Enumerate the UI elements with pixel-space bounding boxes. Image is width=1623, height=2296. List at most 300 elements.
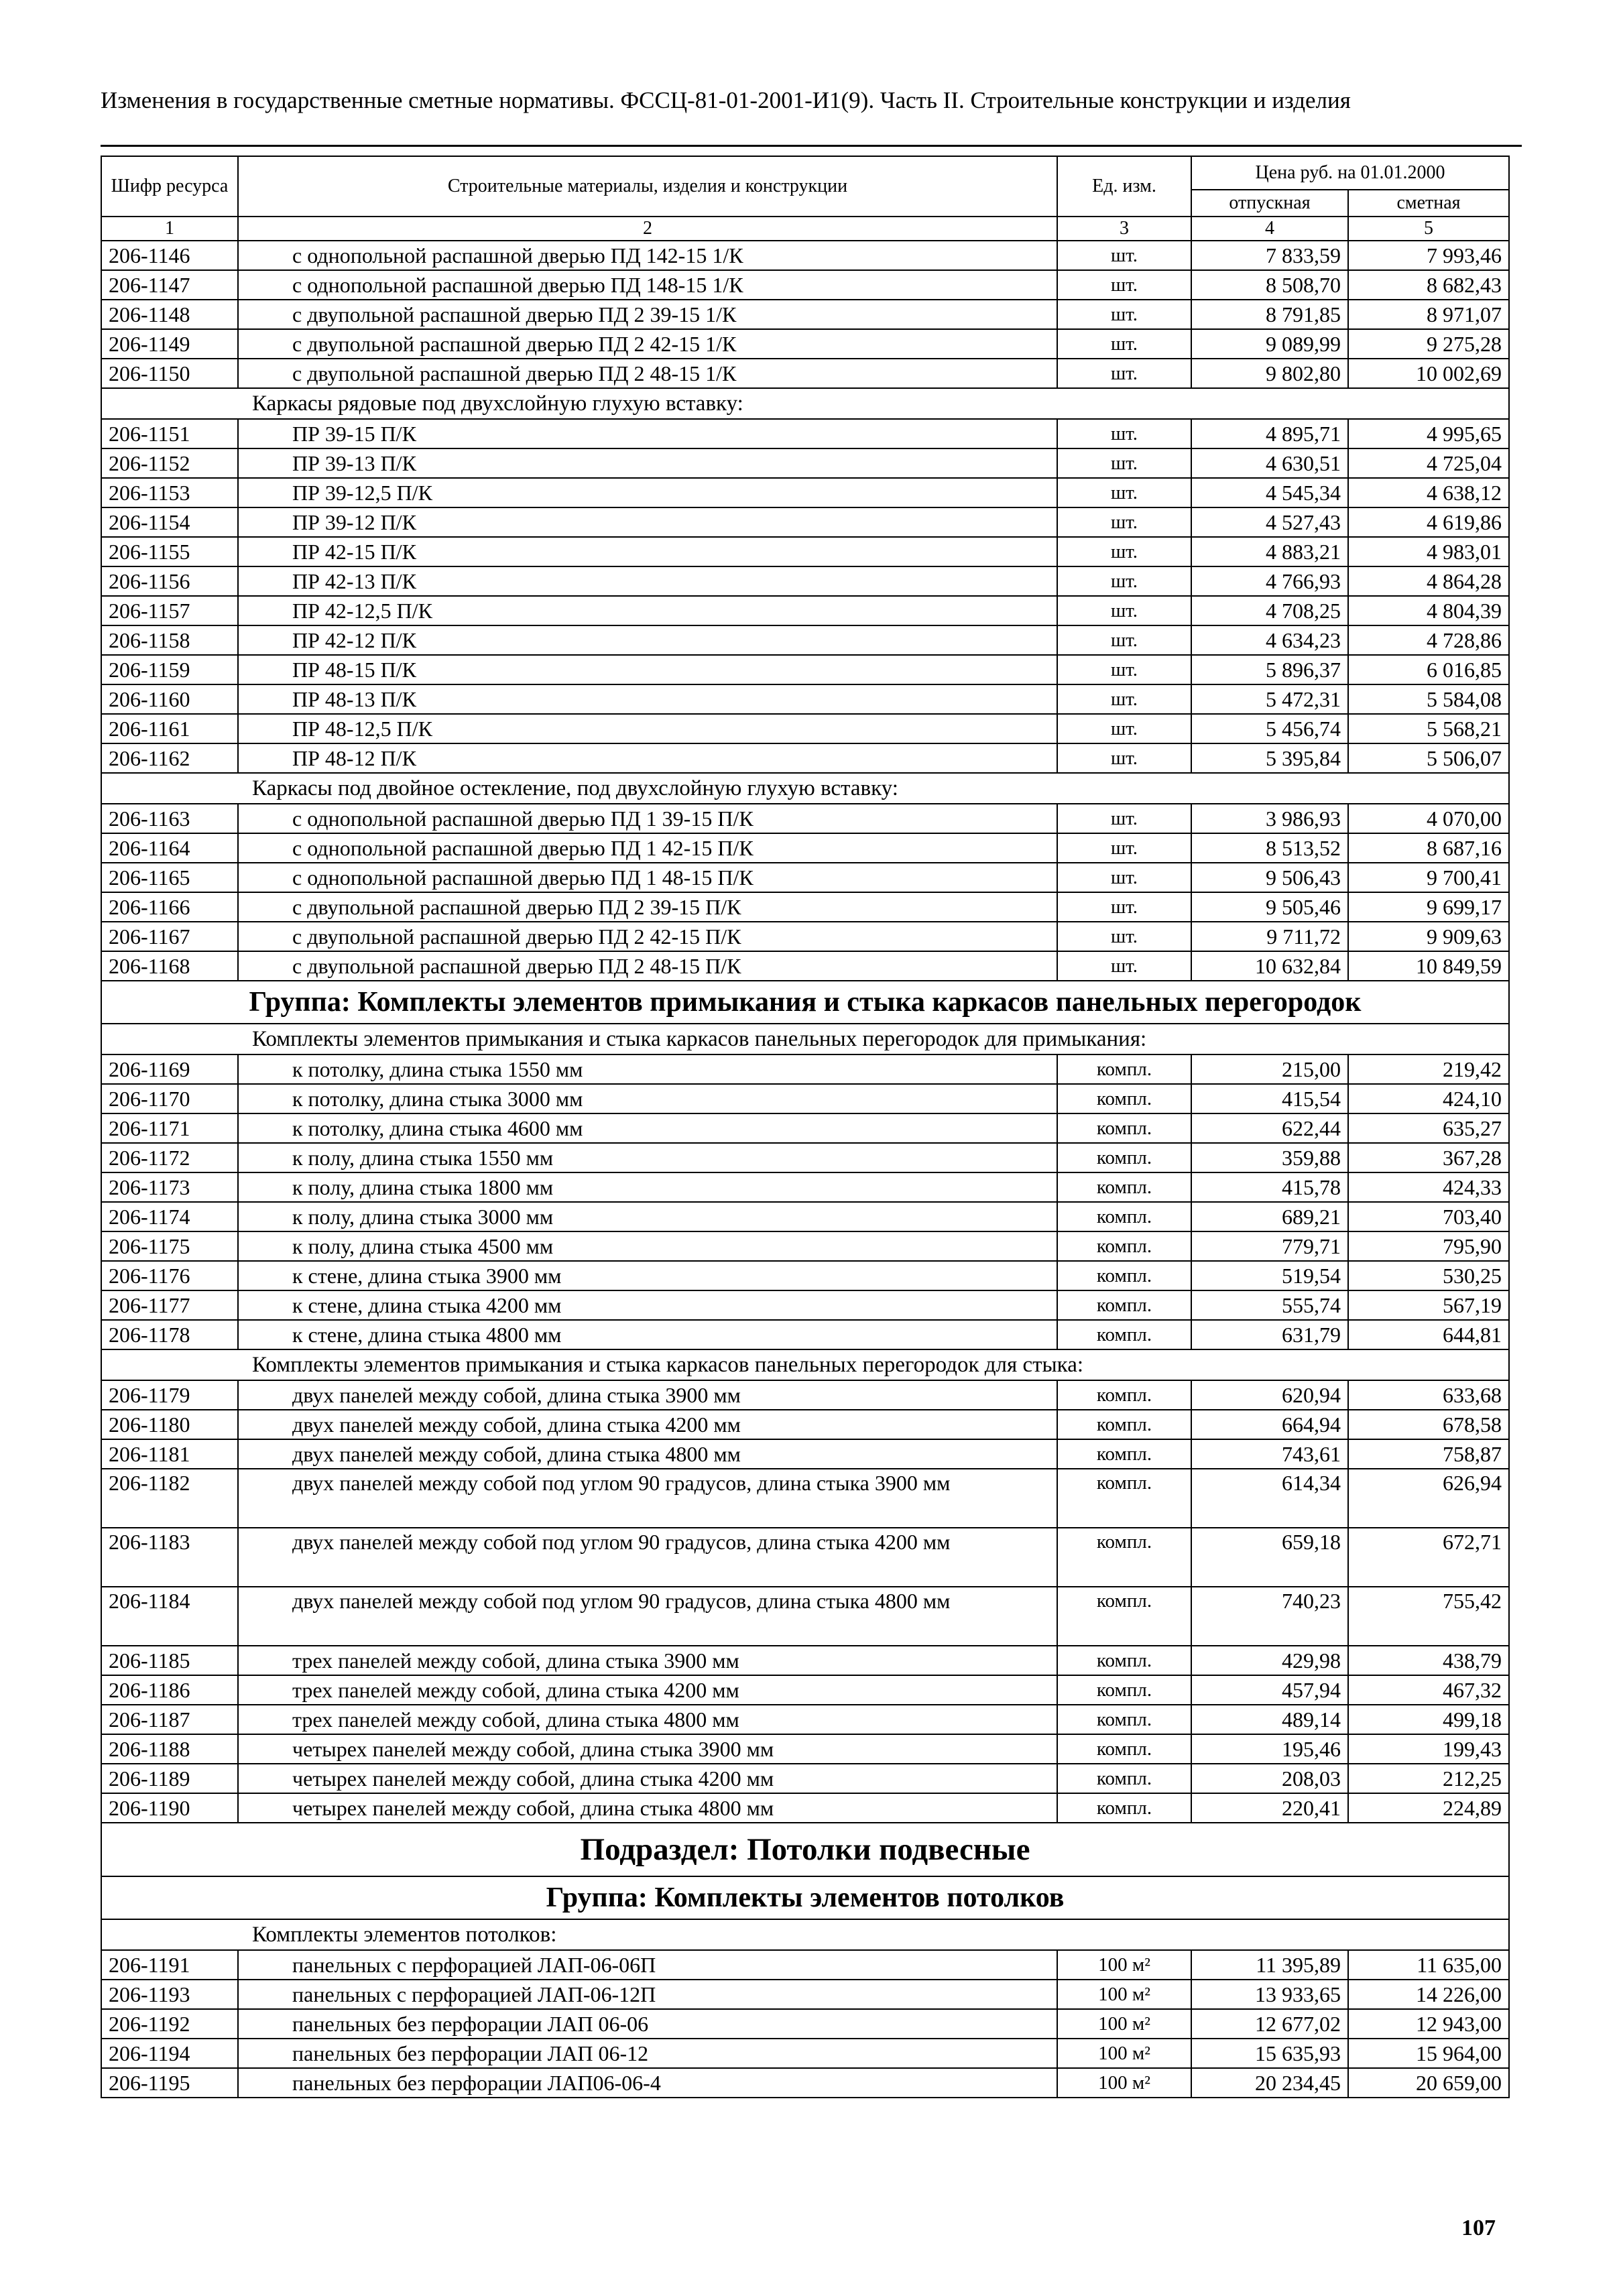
material-name: двух панелей между собой под углом 90 градусов, длина стыка 4800 мм — [238, 1587, 1057, 1646]
table-row — [101, 1261, 1509, 1290]
material-name: трех панелей между собой, длина стыка 4800 мм — [238, 1705, 1057, 1734]
col-header-name: Строительные материалы, изделия и конструкции — [238, 156, 1057, 217]
resource-code: 206-1162 — [101, 743, 238, 773]
material-name: с однопольной распашной дверью ПД 1 48-15 П/К — [238, 863, 1057, 892]
material-name: панельных с перфорацией ЛАП-06-06П — [238, 1950, 1057, 1980]
unit: шт. — [1057, 537, 1191, 566]
unit: шт. — [1057, 241, 1191, 270]
material-name: двух панелей между собой, длина стыка 3900 мм — [238, 1380, 1057, 1410]
estimate-price: 4 864,28 — [1348, 566, 1509, 596]
estimate-price: 644,81 — [1348, 1320, 1509, 1349]
release-price: 9 711,72 — [1191, 922, 1348, 951]
unit: шт. — [1057, 507, 1191, 537]
material-name: ПР 48-12,5 П/К — [238, 714, 1057, 743]
table-row — [101, 1950, 1509, 1980]
column-number: 5 — [1348, 217, 1509, 241]
unit: компл. — [1057, 1380, 1191, 1410]
release-price: 15 635,93 — [1191, 2039, 1348, 2068]
material-name: к полу, длина стыка 1550 мм — [238, 1143, 1057, 1172]
group-heading: Группа: Комплекты элементов примыкания и стыка каркасов панельных перегородок — [101, 981, 1509, 1024]
resource-code: 206-1179 — [101, 1380, 238, 1410]
resource-code: 206-1155 — [101, 537, 238, 566]
table-row — [101, 2068, 1509, 2098]
subgroup-heading: Комплекты элементов примыкания и стыка каркасов панельных перегородок для примыкания: — [101, 1024, 1509, 1054]
col-header-release: отпускная — [1191, 190, 1348, 217]
estimate-price: 4 804,39 — [1348, 596, 1509, 625]
resource-code: 206-1187 — [101, 1705, 238, 1734]
release-price: 664,94 — [1191, 1410, 1348, 1439]
resource-code: 206-1182 — [101, 1469, 238, 1528]
unit: 100 м² — [1057, 2068, 1191, 2098]
release-price: 5 472,31 — [1191, 684, 1348, 714]
table-row — [101, 1734, 1509, 1764]
unit: компл. — [1057, 1528, 1191, 1587]
resource-code: 206-1175 — [101, 1231, 238, 1261]
table-row — [101, 1764, 1509, 1793]
release-price: 12 677,02 — [1191, 2009, 1348, 2039]
estimate-price: 12 943,00 — [1348, 2009, 1509, 2039]
resource-code: 206-1157 — [101, 596, 238, 625]
table-row — [101, 1528, 1509, 1587]
material-name: ПР 42-12 П/К — [238, 625, 1057, 655]
material-name: с двупольной распашной дверью ПД 2 48-15 1/К — [238, 359, 1057, 388]
release-price: 7 833,59 — [1191, 241, 1348, 270]
release-price: 13 933,65 — [1191, 1980, 1348, 2009]
material-name: двух панелей между собой, длина стыка 4800 мм — [238, 1439, 1057, 1469]
estimate-price: 9 699,17 — [1348, 892, 1509, 922]
subgroup-heading: Каркасы под двойное остекление, под двухслойную глухую вставку: — [101, 773, 1509, 804]
release-price: 8 513,52 — [1191, 833, 1348, 863]
material-name: к потолку, длина стыка 3000 мм — [238, 1084, 1057, 1113]
unit: компл. — [1057, 1290, 1191, 1320]
estimate-price: 678,58 — [1348, 1410, 1509, 1439]
estimate-price: 530,25 — [1348, 1261, 1509, 1290]
table-row — [101, 743, 1509, 773]
unit: 100 м² — [1057, 1950, 1191, 1980]
table-header-row — [101, 156, 1509, 190]
material-name: двух панелей между собой под углом 90 градусов, длина стыка 3900 мм — [238, 1469, 1057, 1528]
material-name: с двупольной распашной дверью ПД 2 39-15 1/К — [238, 300, 1057, 329]
unit: компл. — [1057, 1439, 1191, 1469]
unit: шт. — [1057, 478, 1191, 507]
release-price: 614,34 — [1191, 1469, 1348, 1528]
release-price: 689,21 — [1191, 1202, 1348, 1231]
table-row — [101, 596, 1509, 625]
table-row — [101, 566, 1509, 596]
unit: шт. — [1057, 566, 1191, 596]
table-row — [101, 448, 1509, 478]
material-name: к стене, длина стыка 4800 мм — [238, 1320, 1057, 1349]
page-number: 107 — [1461, 2216, 1496, 2240]
resource-code: 206-1148 — [101, 300, 238, 329]
table-body — [101, 241, 1509, 2098]
resource-code: 206-1147 — [101, 270, 238, 300]
material-name: к стене, длина стыка 3900 мм — [238, 1261, 1057, 1290]
material-name: к полу, длина стыка 4500 мм — [238, 1231, 1057, 1261]
release-price: 4 708,25 — [1191, 596, 1348, 625]
resource-code: 206-1192 — [101, 2009, 238, 2039]
table-row — [101, 804, 1509, 833]
resource-code: 206-1151 — [101, 419, 238, 448]
resource-code: 206-1195 — [101, 2068, 238, 2098]
estimate-price: 8 682,43 — [1348, 270, 1509, 300]
material-name: четырех панелей между собой, длина стыка 3900 мм — [238, 1734, 1057, 1764]
resource-code: 206-1152 — [101, 448, 238, 478]
resource-code: 206-1178 — [101, 1320, 238, 1349]
release-price: 415,78 — [1191, 1172, 1348, 1202]
unit: компл. — [1057, 1113, 1191, 1143]
unit: шт. — [1057, 863, 1191, 892]
material-name: ПР 42-12,5 П/К — [238, 596, 1057, 625]
table-row — [101, 714, 1509, 743]
estimate-price: 20 659,00 — [1348, 2068, 1509, 2098]
resource-code: 206-1158 — [101, 625, 238, 655]
material-name: с двупольной распашной дверью ПД 2 42-15 П/К — [238, 922, 1057, 951]
table-row — [101, 270, 1509, 300]
resource-code: 206-1185 — [101, 1646, 238, 1675]
unit: компл. — [1057, 1054, 1191, 1084]
table-row — [101, 1290, 1509, 1320]
resource-code: 206-1173 — [101, 1172, 238, 1202]
release-price: 5 456,74 — [1191, 714, 1348, 743]
subgroup-heading-row — [101, 1024, 1509, 1054]
subgroup-heading-row — [101, 1919, 1509, 1950]
material-name: к потолку, длина стыка 4600 мм — [238, 1113, 1057, 1143]
release-price: 195,46 — [1191, 1734, 1348, 1764]
estimate-price: 795,90 — [1348, 1231, 1509, 1261]
table-row — [101, 1113, 1509, 1143]
resource-code: 206-1177 — [101, 1290, 238, 1320]
table-row — [101, 1202, 1509, 1231]
table-row — [101, 1705, 1509, 1734]
material-name: ПР 39-13 П/К — [238, 448, 1057, 478]
resource-code: 206-1149 — [101, 329, 238, 359]
table-row — [101, 1587, 1509, 1646]
col-header-estimate: сметная — [1348, 190, 1509, 217]
estimate-price: 567,19 — [1348, 1290, 1509, 1320]
resource-code: 206-1170 — [101, 1084, 238, 1113]
estimate-price: 672,71 — [1348, 1528, 1509, 1587]
resource-code: 206-1180 — [101, 1410, 238, 1439]
material-name: панельных без перфорации ЛАП 06-12 — [238, 2039, 1057, 2068]
estimate-price: 9 909,63 — [1348, 922, 1509, 951]
material-name: с двупольной распашной дверью ПД 2 48-15 П/К — [238, 951, 1057, 981]
resource-code: 206-1183 — [101, 1528, 238, 1587]
material-name: ПР 48-15 П/К — [238, 655, 1057, 684]
table-row — [101, 1469, 1509, 1528]
resource-code: 206-1156 — [101, 566, 238, 596]
release-price: 4 545,34 — [1191, 478, 1348, 507]
material-name: двух панелей между собой, длина стыка 4200 мм — [238, 1410, 1057, 1439]
subgroup-heading-row — [101, 1349, 1509, 1380]
section-heading: Подраздел: Потолки подвесные — [101, 1823, 1509, 1876]
unit: шт. — [1057, 892, 1191, 922]
release-price: 9 506,43 — [1191, 863, 1348, 892]
estimate-price: 758,87 — [1348, 1439, 1509, 1469]
subgroup-heading: Каркасы рядовые под двухслойную глухую вставку: — [101, 388, 1509, 419]
release-price: 631,79 — [1191, 1320, 1348, 1349]
resource-code: 206-1190 — [101, 1793, 238, 1823]
unit: шт. — [1057, 922, 1191, 951]
estimate-price: 7 993,46 — [1348, 241, 1509, 270]
resource-code: 206-1176 — [101, 1261, 238, 1290]
unit: компл. — [1057, 1084, 1191, 1113]
column-number: 3 — [1057, 217, 1191, 241]
unit: шт. — [1057, 419, 1191, 448]
unit: компл. — [1057, 1646, 1191, 1675]
resource-code: 206-1167 — [101, 922, 238, 951]
resource-code: 206-1172 — [101, 1143, 238, 1172]
group-heading-row — [101, 1876, 1509, 1919]
unit: компл. — [1057, 1469, 1191, 1528]
resource-code: 206-1159 — [101, 655, 238, 684]
material-name: к стене, длина стыка 4200 мм — [238, 1290, 1057, 1320]
estimate-price: 14 226,00 — [1348, 1980, 1509, 2009]
material-name: с двупольной распашной дверью ПД 2 42-15 1/К — [238, 329, 1057, 359]
material-name: ПР 42-15 П/К — [238, 537, 1057, 566]
estimate-price: 626,94 — [1348, 1469, 1509, 1528]
table-row — [101, 892, 1509, 922]
estimate-price: 755,42 — [1348, 1587, 1509, 1646]
unit: компл. — [1057, 1410, 1191, 1439]
table-row — [101, 833, 1509, 863]
release-price: 220,41 — [1191, 1793, 1348, 1823]
material-name: ПР 42-13 П/К — [238, 566, 1057, 596]
unit: шт. — [1057, 804, 1191, 833]
unit: шт. — [1057, 714, 1191, 743]
table-row — [101, 1084, 1509, 1113]
resource-code: 206-1164 — [101, 833, 238, 863]
unit: компл. — [1057, 1705, 1191, 1734]
table-row — [101, 1646, 1509, 1675]
release-price: 4 895,71 — [1191, 419, 1348, 448]
table-row — [101, 625, 1509, 655]
resource-code: 206-1153 — [101, 478, 238, 507]
release-price: 359,88 — [1191, 1143, 1348, 1172]
unit: шт. — [1057, 329, 1191, 359]
table-row — [101, 507, 1509, 537]
material-name: к потолку, длина стыка 1550 мм — [238, 1054, 1057, 1084]
estimate-price: 499,18 — [1348, 1705, 1509, 1734]
release-price: 779,71 — [1191, 1231, 1348, 1261]
material-name: двух панелей между собой под углом 90 градусов, длина стыка 4200 мм — [238, 1528, 1057, 1587]
estimate-price: 438,79 — [1348, 1646, 1509, 1675]
table-row — [101, 329, 1509, 359]
resource-code: 206-1189 — [101, 1764, 238, 1793]
unit: шт. — [1057, 743, 1191, 773]
table-row — [101, 241, 1509, 270]
release-price: 743,61 — [1191, 1439, 1348, 1469]
table-row — [101, 1054, 1509, 1084]
unit: компл. — [1057, 1587, 1191, 1646]
table-row — [101, 1143, 1509, 1172]
table-row — [101, 478, 1509, 507]
table-row — [101, 300, 1509, 329]
table-row — [101, 1231, 1509, 1261]
estimate-price: 10 002,69 — [1348, 359, 1509, 388]
material-name: к полу, длина стыка 1800 мм — [238, 1172, 1057, 1202]
column-number-row — [101, 217, 1509, 241]
table-row — [101, 951, 1509, 981]
unit: компл. — [1057, 1172, 1191, 1202]
unit: шт. — [1057, 359, 1191, 388]
estimate-price: 467,32 — [1348, 1675, 1509, 1705]
header-rule — [101, 145, 1522, 147]
material-name: с однопольной распашной дверью ПД 148-15 1/К — [238, 270, 1057, 300]
table-row — [101, 922, 1509, 951]
column-number: 4 — [1191, 217, 1348, 241]
material-name: ПР 39-12,5 П/К — [238, 478, 1057, 507]
unit: компл. — [1057, 1764, 1191, 1793]
resource-code: 206-1194 — [101, 2039, 238, 2068]
estimate-price: 424,33 — [1348, 1172, 1509, 1202]
resource-code: 206-1146 — [101, 241, 238, 270]
material-name: трех панелей между собой, длина стыка 3900 мм — [238, 1646, 1057, 1675]
release-price: 622,44 — [1191, 1113, 1348, 1143]
table-row — [101, 655, 1509, 684]
material-name: ПР 48-13 П/К — [238, 684, 1057, 714]
resource-code: 206-1165 — [101, 863, 238, 892]
unit: шт. — [1057, 951, 1191, 981]
estimate-price: 224,89 — [1348, 1793, 1509, 1823]
estimate-price: 6 016,85 — [1348, 655, 1509, 684]
unit: компл. — [1057, 1320, 1191, 1349]
estimate-price: 9 275,28 — [1348, 329, 1509, 359]
release-price: 519,54 — [1191, 1261, 1348, 1290]
column-number: 1 — [101, 217, 238, 241]
unit: шт. — [1057, 448, 1191, 478]
table-row — [101, 1675, 1509, 1705]
col-header-price: Цена руб. на 01.01.2000 — [1191, 156, 1509, 190]
subgroup-heading: Комплекты элементов примыкания и стыка каркасов панельных перегородок для стыка: — [101, 1349, 1509, 1380]
resource-code: 206-1193 — [101, 1980, 238, 2009]
release-price: 9 089,99 — [1191, 329, 1348, 359]
estimate-price: 219,42 — [1348, 1054, 1509, 1084]
material-name: панельных без перфорации ЛАП 06-06 — [238, 2009, 1057, 2039]
column-number: 2 — [238, 217, 1057, 241]
subgroup-heading-row — [101, 773, 1509, 804]
resource-code: 206-1169 — [101, 1054, 238, 1084]
release-price: 415,54 — [1191, 1084, 1348, 1113]
release-price: 4 883,21 — [1191, 537, 1348, 566]
material-name: четырех панелей между собой, длина стыка 4200 мм — [238, 1764, 1057, 1793]
release-price: 215,00 — [1191, 1054, 1348, 1084]
page-header-title: Изменения в государственные сметные нормативы. ФССЦ-81-01-2001-И1(9). Часть II. Строительные конструкции и изделия — [101, 87, 1351, 113]
estimate-price: 4 725,04 — [1348, 448, 1509, 478]
resource-code: 206-1188 — [101, 1734, 238, 1764]
unit: компл. — [1057, 1675, 1191, 1705]
page-header — [101, 86, 1522, 146]
unit: компл. — [1057, 1793, 1191, 1823]
release-price: 620,94 — [1191, 1380, 1348, 1410]
estimate-price: 15 964,00 — [1348, 2039, 1509, 2068]
subgroup-heading: Комплекты элементов потолков: — [101, 1919, 1509, 1950]
col-header-unit: Ед. изм. — [1057, 156, 1191, 217]
unit: компл. — [1057, 1202, 1191, 1231]
unit: 100 м² — [1057, 2039, 1191, 2068]
estimate-price: 8 687,16 — [1348, 833, 1509, 863]
table-row — [101, 359, 1509, 388]
unit: шт. — [1057, 300, 1191, 329]
estimate-price: 10 849,59 — [1348, 951, 1509, 981]
resource-code: 206-1163 — [101, 804, 238, 833]
release-price: 10 632,84 — [1191, 951, 1348, 981]
unit: 100 м² — [1057, 1980, 1191, 2009]
material-name: к полу, длина стыка 3000 мм — [238, 1202, 1057, 1231]
section-heading-row — [101, 1823, 1509, 1876]
resource-code: 206-1166 — [101, 892, 238, 922]
table-row — [101, 863, 1509, 892]
release-price: 457,94 — [1191, 1675, 1348, 1705]
release-price: 208,03 — [1191, 1764, 1348, 1793]
resource-code: 206-1174 — [101, 1202, 238, 1231]
resource-code: 206-1150 — [101, 359, 238, 388]
release-price: 20 234,45 — [1191, 2068, 1348, 2098]
resource-code: 206-1181 — [101, 1439, 238, 1469]
unit: шт. — [1057, 596, 1191, 625]
release-price: 659,18 — [1191, 1528, 1348, 1587]
resource-code: 206-1168 — [101, 951, 238, 981]
material-name: ПР 39-12 П/К — [238, 507, 1057, 537]
material-name: с однопольной распашной дверью ПД 142-15 1/К — [238, 241, 1057, 270]
release-price: 8 508,70 — [1191, 270, 1348, 300]
release-price: 740,23 — [1191, 1587, 1348, 1646]
material-name: ПР 48-12 П/К — [238, 743, 1057, 773]
table-row — [101, 684, 1509, 714]
estimate-price: 11 635,00 — [1348, 1950, 1509, 1980]
table-row — [101, 1980, 1509, 2009]
table-row — [101, 1172, 1509, 1202]
estimate-price: 4 638,12 — [1348, 478, 1509, 507]
table-row — [101, 1439, 1509, 1469]
release-price: 4 766,93 — [1191, 566, 1348, 596]
estimate-price: 635,27 — [1348, 1113, 1509, 1143]
estimate-price: 5 568,21 — [1348, 714, 1509, 743]
estimate-price: 212,25 — [1348, 1764, 1509, 1793]
resource-code: 206-1184 — [101, 1587, 238, 1646]
unit: шт. — [1057, 833, 1191, 863]
resource-code: 206-1154 — [101, 507, 238, 537]
estimate-price: 5 584,08 — [1348, 684, 1509, 714]
unit: шт. — [1057, 684, 1191, 714]
unit: компл. — [1057, 1143, 1191, 1172]
price-table — [101, 156, 1510, 2098]
table-row — [101, 1320, 1509, 1349]
release-price: 8 791,85 — [1191, 300, 1348, 329]
release-price: 9 802,80 — [1191, 359, 1348, 388]
material-name: четырех панелей между собой, длина стыка 4800 мм — [238, 1793, 1057, 1823]
estimate-price: 4 983,01 — [1348, 537, 1509, 566]
release-price: 4 527,43 — [1191, 507, 1348, 537]
subgroup-heading-row — [101, 388, 1509, 419]
estimate-price: 4 995,65 — [1348, 419, 1509, 448]
material-name: панельных без перфорации ЛАП06-06-4 — [238, 2068, 1057, 2098]
estimate-price: 5 506,07 — [1348, 743, 1509, 773]
material-name: трех панелей между собой, длина стыка 4200 мм — [238, 1675, 1057, 1705]
group-heading: Группа: Комплекты элементов потолков — [101, 1876, 1509, 1919]
col-header-code: Шифр ресурса — [101, 156, 238, 217]
estimate-price: 633,68 — [1348, 1380, 1509, 1410]
group-heading-row — [101, 981, 1509, 1024]
release-price: 5 395,84 — [1191, 743, 1348, 773]
release-price: 489,14 — [1191, 1705, 1348, 1734]
material-name: панельных с перфорацией ЛАП-06-12П — [238, 1980, 1057, 2009]
estimate-price: 4 070,00 — [1348, 804, 1509, 833]
estimate-price: 4 619,86 — [1348, 507, 1509, 537]
unit: компл. — [1057, 1261, 1191, 1290]
unit: шт. — [1057, 655, 1191, 684]
unit: компл. — [1057, 1231, 1191, 1261]
